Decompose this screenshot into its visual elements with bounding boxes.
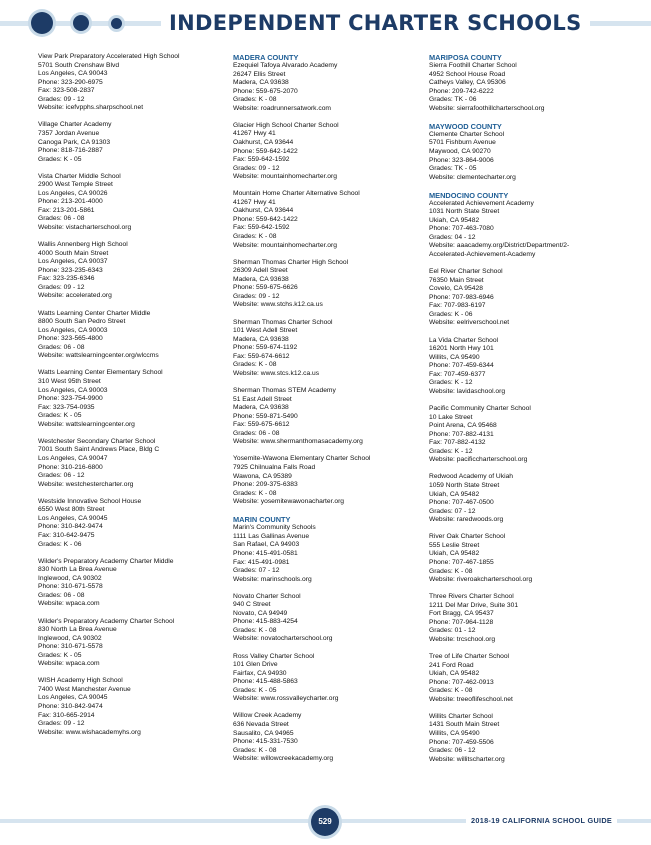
school-detail-line: 8800 South San Pedro Street [38, 318, 126, 326]
school-name: Ross Valley Charter School [233, 652, 315, 660]
school-name: Tree of Life Charter School [429, 653, 510, 661]
school-name: Westchester Secondary Charter School [38, 437, 156, 445]
school-detail-line: Phone: 707-459-5506 [429, 738, 494, 746]
school-entry [233, 62, 423, 113]
school-entry [429, 473, 619, 524]
school-detail-line: Fax: 559-642-1592 [233, 224, 290, 232]
school-detail-line: Phone: 707-463-7080 [429, 225, 494, 233]
school-detail-line: Website: wpaca.com [38, 600, 100, 608]
school-detail-line: Madera, CA 93638 [233, 275, 289, 283]
school-detail-line: Madera, CA 93638 [233, 79, 289, 87]
school-name: Novato Charter School [233, 592, 301, 600]
school-detail-line: Fax: 323-754-0935 [38, 403, 95, 411]
school-detail-line: Website: willowcreekacademy.org [233, 755, 334, 763]
school-detail-line: Madera, CA 93638 [233, 404, 289, 412]
school-detail-line: Fax: 559-674-6612 [233, 352, 290, 360]
school-detail-line: Grades: K - 08 [233, 233, 277, 241]
school-detail-line: Grades: 06 - 08 [38, 215, 85, 223]
school-detail-line: Phone: 310-842-9474 [38, 523, 103, 531]
school-detail-line: Canoga Park, CA 91303 [38, 138, 111, 146]
school-detail-line: 7357 Jordan Avenue [38, 129, 100, 137]
school-detail-line: Los Angeles, CA 90003 [38, 386, 108, 394]
school-detail-line: Phone: 323-235-6343 [38, 266, 103, 274]
school-detail-line: 101 West Adell Street [233, 327, 298, 335]
school-entry [38, 121, 228, 164]
school-detail-line: Grades: K - 06 [429, 310, 473, 318]
school-detail-line: 5701 Fishburn Avenue [429, 139, 496, 147]
school-detail-line: Los Angeles, CA 90045 [38, 514, 108, 522]
school-entry [38, 53, 228, 113]
school-detail-line: Phone: 559-675-2070 [233, 87, 298, 95]
school-detail-line: 940 C Street [233, 601, 271, 609]
school-detail-line: Fax: 707-459-6377 [429, 370, 486, 378]
school-detail-line: Novato, CA 94949 [233, 609, 288, 617]
school-detail-line: Phone: 310-671-5578 [38, 583, 103, 591]
school-name: Wilder's Preparatory Academy Charter School [38, 617, 175, 625]
school-entry [429, 62, 619, 113]
school-detail-line: Covelo, CA 95428 [429, 285, 483, 293]
school-detail-line: Website: willitscharter.org [429, 755, 505, 763]
school-detail-line: Phone: 415-488-5863 [233, 678, 298, 686]
school-detail-line: San Rafael, CA 94903 [233, 541, 300, 549]
school-entry [38, 558, 228, 609]
school-name: Vista Charter Middle School [38, 172, 121, 180]
school-detail-line: 101 Glen Drive [233, 661, 278, 669]
school-entry [38, 618, 228, 669]
county-heading: MARIPOSA COUNTY [429, 53, 502, 62]
school-detail-line: Website: treeoflifeschool.net [429, 695, 513, 703]
school-detail-line: Fax: 310-665-2914 [38, 711, 95, 719]
school-detail-line: Grades: K - 08 [233, 489, 277, 497]
school-detail-line: Grades: 04 - 12 [429, 233, 476, 241]
school-detail-line: 5701 South Crenshaw Blvd [38, 61, 120, 69]
county-heading: MAYWOOD COUNTY [429, 121, 502, 131]
school-detail-line: 7001 South Saint Andrews Place, Bldg C [38, 446, 160, 454]
school-detail-line: Ukiah, CA 95482 [429, 216, 480, 224]
school-detail-line: Point Arena, CA 95468 [429, 422, 497, 430]
school-detail-line: Website: www.wishacademyhs.org [38, 728, 141, 736]
school-detail-line: Phone: 707-459-6344 [429, 362, 494, 370]
school-detail-line: Grades: K - 05 [233, 686, 277, 694]
school-detail-line: Grades: 09 - 12 [233, 292, 280, 300]
school-entry [38, 369, 228, 429]
school-detail-line: Website: westchestercharter.org [38, 480, 134, 488]
page-number: 529 [311, 808, 339, 836]
school-detail-line: 4952 School House Road [429, 70, 506, 78]
school-detail-line: Grades: K - 12 [429, 447, 473, 455]
school-detail-line: Madera, CA 93638 [233, 335, 289, 343]
school-detail-line: 1431 South Main Street [429, 721, 500, 729]
school-detail-line: Phone: 707-882-4131 [429, 430, 494, 438]
header-dot-large-icon [31, 12, 53, 34]
school-detail-line: Phone: 707-467-1855 [429, 558, 494, 566]
school-name: Willow Creek Academy [233, 712, 302, 720]
school-detail-line: Fax: 559-675-6612 [233, 421, 290, 429]
school-detail-line: Los Angeles, CA 90045 [38, 694, 108, 702]
school-detail-line: Website: marinschools.org [233, 575, 312, 583]
school-detail-line: Grades: 06 - 08 [38, 343, 85, 351]
school-entry [38, 310, 228, 361]
school-detail-line: Website: wpaca.com [38, 660, 100, 668]
school-detail-line: Phone: 209-375-6383 [233, 481, 298, 489]
directory-column-1 [38, 53, 228, 746]
school-detail-line: 1059 North State Street [429, 481, 500, 489]
header-dot-small-icon [111, 18, 122, 29]
school-detail-line: 10 Lake Street [429, 413, 473, 421]
school-detail-line: Inglewood, CA 90302 [38, 634, 102, 642]
school-entry [233, 455, 423, 506]
school-name: Pacific Community Charter School [429, 405, 531, 413]
school-detail-line: Website: icefvpphs.sharpschool.net [38, 104, 144, 112]
school-name: Glacier High School Charter School [233, 121, 339, 129]
school-detail-line: Phone: 323-565-4800 [38, 335, 103, 343]
school-entry [233, 593, 423, 644]
school-entry [233, 653, 423, 704]
school-detail-line: Grades: 09 - 12 [38, 720, 85, 728]
directory-column-3 [429, 53, 619, 773]
school-name: Sherman Thomas Charter High School [233, 258, 349, 266]
county-heading: MARIN COUNTY [233, 515, 291, 525]
school-entry [429, 337, 619, 397]
school-detail-line: Website: pacificcharterschool.org [429, 456, 528, 464]
school-detail-line: Grades: K - 08 [233, 96, 277, 104]
school-detail-line: Website: raredwoods.org [429, 516, 504, 524]
school-entry [233, 190, 423, 250]
school-detail-line: Phone: 559-675-6626 [233, 284, 298, 292]
school-detail-line: Phone: 310-216-6800 [38, 463, 103, 471]
school-detail-line: Website: riveroakcharterschool.org [429, 576, 533, 584]
school-detail-line: Website: mountainhomecharter.org [233, 241, 337, 249]
school-detail-line: Website: www.rossvalleycharter.org [233, 695, 339, 703]
school-detail-line: 76350 Main Street [429, 276, 484, 284]
school-detail-line: Phone: 310-842-9474 [38, 703, 103, 711]
school-detail-line: Fax: 415-491-0981 [233, 558, 290, 566]
school-detail-line: Oakhurst, CA 93644 [233, 207, 294, 215]
school-detail-line: Grades: K - 05 [38, 651, 82, 659]
school-name: WISH Academy High School [38, 677, 123, 685]
school-detail-line: Grades: K - 06 [38, 540, 82, 548]
school-entry [38, 498, 228, 549]
school-detail-line: Phone: 213-201-4000 [38, 198, 103, 206]
school-detail-line: Grades: 07 - 12 [233, 567, 280, 575]
school-detail-line: Phone: 707-983-6946 [429, 293, 494, 301]
school-detail-line: Grades: 09 - 12 [233, 164, 280, 172]
school-detail-line: Ukiah, CA 95482 [429, 490, 480, 498]
school-detail-line: Fax: 310-642-9475 [38, 531, 95, 539]
school-detail-line: Grades: K - 08 [233, 626, 277, 634]
school-detail-line: Phone: 707-467-0500 [429, 499, 494, 507]
school-detail-line: Los Angeles, CA 90003 [38, 326, 108, 334]
school-detail-line: Oakhurst, CA 93644 [233, 138, 294, 146]
school-detail-line: Grades: 09 - 12 [38, 95, 85, 103]
school-detail-line: Grades: TK - 06 [429, 96, 477, 104]
school-detail-line: Website: mountainhomecharter.org [233, 173, 337, 181]
school-detail-line: 830 North La Brea Avenue [38, 626, 117, 634]
school-detail-line: 41267 Hwy 41 [233, 130, 276, 138]
school-detail-line: Sausalito, CA 94965 [233, 729, 294, 737]
school-name: Clemente Charter School [429, 130, 505, 138]
school-detail-line: Website: aaacademy.org/District/Department/2- [429, 242, 570, 250]
school-entry [429, 200, 619, 260]
page-footer [0, 803, 651, 839]
school-detail-line: 310 West 95th Street [38, 378, 101, 386]
school-name: Willits Charter School [429, 712, 493, 720]
school-name: Sherman Thomas STEM Academy [233, 387, 336, 395]
directory-column-2 [233, 53, 423, 772]
school-detail-line: Phone: 818-716-2887 [38, 147, 103, 155]
school-detail-line: Website: www.stchs.k12.ca.us [233, 301, 323, 309]
school-entry [429, 533, 619, 584]
school-entry [38, 241, 228, 301]
school-entry [38, 438, 228, 489]
school-detail-line: Phone: 559-642-1422 [233, 215, 298, 223]
school-name: View Park Preparatory Accelerated High School [38, 53, 180, 60]
county-heading: MENDOCINO COUNTY [429, 190, 509, 200]
school-detail-line: Fax: 323-508-2837 [38, 87, 95, 95]
school-detail-line: Phone: 415-331-7530 [233, 738, 298, 746]
school-detail-line: Website: www.shermanthomasacademy.org [233, 438, 363, 446]
header-dot-medium-icon [73, 15, 89, 31]
school-detail-line: Grades: K - 05 [38, 412, 82, 420]
school-detail-line: Website: wattslearningcenter.org/wlccms [38, 352, 159, 360]
school-detail-line: Willits, CA 95490 [429, 730, 480, 738]
school-detail-line: Los Angeles, CA 90026 [38, 189, 108, 197]
school-detail-line: Website: sierrafoothillcharterschool.org [429, 104, 545, 112]
school-detail-line: Fax: 707-882-4132 [429, 439, 486, 447]
school-detail-line: 1211 Del Mar Drive, Suite 301 [429, 601, 519, 609]
school-name: Marin's Community Schools [233, 524, 316, 532]
school-detail-line: Grades: 01 - 12 [429, 627, 476, 635]
school-detail-line: Wawona, CA 95389 [233, 472, 292, 480]
school-detail-line: Fort Bragg, CA 95437 [429, 610, 494, 618]
school-detail-line: Grades: 06 - 12 [38, 472, 85, 480]
school-detail-line: Grades: 06 - 08 [38, 591, 85, 599]
school-name: La Vida Charter School [429, 336, 499, 344]
school-name: Wilder's Preparatory Academy Charter Middle [38, 557, 174, 565]
school-detail-line: Phone: 323-290-6975 [38, 78, 103, 86]
school-entry [429, 405, 619, 465]
school-entry [233, 524, 423, 584]
school-detail-line: Ukiah, CA 95482 [429, 550, 480, 558]
school-name: Wallis Annenberg High School [38, 241, 128, 249]
school-detail-line: Los Angeles, CA 90043 [38, 70, 108, 78]
school-detail-line: 51 East Adell Street [233, 395, 292, 403]
school-detail-line: Fairfax, CA 94930 [233, 669, 287, 677]
school-entry [429, 268, 619, 328]
school-detail-line: Phone: 559-871-5490 [233, 412, 298, 420]
school-name: River Oak Charter School [429, 533, 506, 541]
school-detail-line: 7925 Chilnualna Falls Road [233, 463, 316, 471]
school-entry [38, 173, 228, 233]
school-detail-line: 41267 Hwy 41 [233, 198, 276, 206]
school-detail-line: Phone: 559-674-1192 [233, 344, 298, 352]
school-detail-line: 7400 West Manchester Avenue [38, 685, 131, 693]
school-name: Redwood Academy of Ukiah [429, 473, 514, 481]
school-name: Three Rivers Charter School [429, 593, 514, 601]
school-name: Westside Innovative School House [38, 497, 142, 505]
school-detail-line: Phone: 323-754-9900 [38, 395, 103, 403]
page-header [0, 0, 651, 44]
school-detail-line: Phone: 310-671-5578 [38, 643, 103, 651]
school-detail-line: Accelerated-Achievement-Academy [429, 251, 536, 259]
school-detail-line: Grades: 06 - 12 [429, 747, 476, 755]
school-detail-line: Website: accelerated.org [38, 292, 112, 300]
school-detail-line: Website: www.stcs.k12.ca.us [233, 369, 320, 377]
school-detail-line: Catheys Valley, CA 95306 [429, 79, 506, 87]
school-detail-line: Grades: K - 08 [233, 361, 277, 369]
school-detail-line: Phone: 415-883-4254 [233, 618, 298, 626]
school-detail-line: Fax: 559-642-1592 [233, 156, 290, 164]
school-entry [233, 712, 423, 763]
school-detail-line: 26247 Ellis Street [233, 70, 286, 78]
school-entry [429, 131, 619, 182]
school-name: Village Charter Academy [38, 121, 112, 129]
school-detail-line: Website: trcschool.org [429, 635, 496, 643]
school-detail-line: Los Angeles, CA 90047 [38, 454, 108, 462]
school-detail-line: Grades: 06 - 08 [233, 429, 280, 437]
county-heading: MADERA COUNTY [233, 53, 299, 62]
school-detail-line: 1031 North State Street [429, 208, 500, 216]
school-detail-line: 2900 West Temple Street [38, 181, 113, 189]
school-detail-line: Grades: K - 08 [429, 687, 473, 695]
school-detail-line: Grades: K - 08 [233, 746, 277, 754]
school-entry [233, 319, 423, 379]
page-title: INDEPENDENT CHARTER SCHOOLS [161, 9, 590, 37]
school-name: Eel River Charter School [429, 268, 503, 276]
school-entry [429, 653, 619, 704]
school-detail-line: Phone: 415-491-0581 [233, 549, 298, 557]
school-detail-line: Website: clementecharter.org [429, 173, 516, 181]
school-name: Yosemite-Wawona Elementary Charter School [233, 455, 371, 463]
school-name: Sherman Thomas Charter School [233, 318, 333, 326]
school-detail-line: Fax: 323-235-6346 [38, 275, 95, 283]
school-entry [233, 387, 423, 447]
school-entry [429, 593, 619, 644]
school-detail-line: Website: eelriverschool.net [429, 319, 510, 327]
school-detail-line: Phone: 707-462-0913 [429, 678, 494, 686]
school-entry [233, 259, 423, 310]
school-detail-line: Grades: K - 05 [38, 155, 82, 163]
school-detail-line: Maywood, CA 90270 [429, 147, 491, 155]
school-detail-line: Phone: 559-642-1422 [233, 147, 298, 155]
school-detail-line: Phone: 323-864-9006 [429, 156, 494, 164]
school-detail-line: Website: wattslearningcenter.org [38, 420, 135, 428]
school-detail-line: Website: roadrunnersatwork.com [233, 104, 332, 112]
school-detail-line: Website: novatocharterschool.org [233, 635, 333, 643]
school-detail-line: 555 Leslie Street [429, 541, 480, 549]
school-detail-line: 4000 South Main Street [38, 249, 109, 257]
school-detail-line: 6550 West 80th Street [38, 506, 105, 514]
school-name: Sierra Foothill Charter School [429, 62, 517, 69]
guide-title: 2018-19 CALIFORNIA SCHOOL GUIDE [466, 815, 617, 826]
school-entry [38, 677, 228, 737]
school-detail-line: Grades: 07 - 12 [429, 507, 476, 515]
school-detail-line: Phone: 209-742-6222 [429, 87, 494, 95]
school-detail-line: 830 North La Brea Avenue [38, 566, 117, 574]
school-detail-line: 26309 Adell Street [233, 267, 288, 275]
school-detail-line: Website: yosemitewawonacharter.org [233, 498, 345, 506]
school-detail-line: Grades: 09 - 12 [38, 283, 85, 291]
school-name: Watts Learning Center Charter Middle [38, 309, 151, 317]
school-detail-line: 636 Nevada Street [233, 721, 289, 729]
school-detail-line: Los Angeles, CA 90037 [38, 258, 108, 266]
school-detail-line: Inglewood, CA 90302 [38, 574, 102, 582]
school-entry [233, 122, 423, 182]
school-detail-line: 16201 North Hwy 101 [429, 345, 494, 353]
school-detail-line: Grades: K - 08 [429, 567, 473, 575]
school-detail-line: Grades: K - 12 [429, 379, 473, 387]
school-detail-line: Fax: 707-983-6197 [429, 302, 486, 310]
school-name: Ezequiel Tafoya Alvarado Academy [233, 62, 338, 69]
school-detail-line: Phone: 707-964-1128 [429, 618, 494, 626]
school-name: Mountain Home Charter Alternative School [233, 190, 360, 198]
school-detail-line: 241 Ford Road [429, 661, 474, 669]
school-name: Accelerated Achievement Academy [429, 199, 534, 207]
school-detail-line: Grades: TK - 05 [429, 165, 477, 173]
school-name: Watts Learning Center Elementary School [38, 369, 163, 377]
school-detail-line: Willits, CA 95490 [429, 353, 480, 361]
school-entry [429, 713, 619, 764]
school-detail-line: Ukiah, CA 95482 [429, 670, 480, 678]
school-detail-line: Website: lavidaschool.org [429, 387, 506, 395]
school-detail-line: Website: vistacharterschool.org [38, 224, 132, 232]
school-detail-line: Fax: 213-201-5861 [38, 206, 95, 214]
school-detail-line: 1111 Las Gallinas Avenue [233, 532, 310, 540]
